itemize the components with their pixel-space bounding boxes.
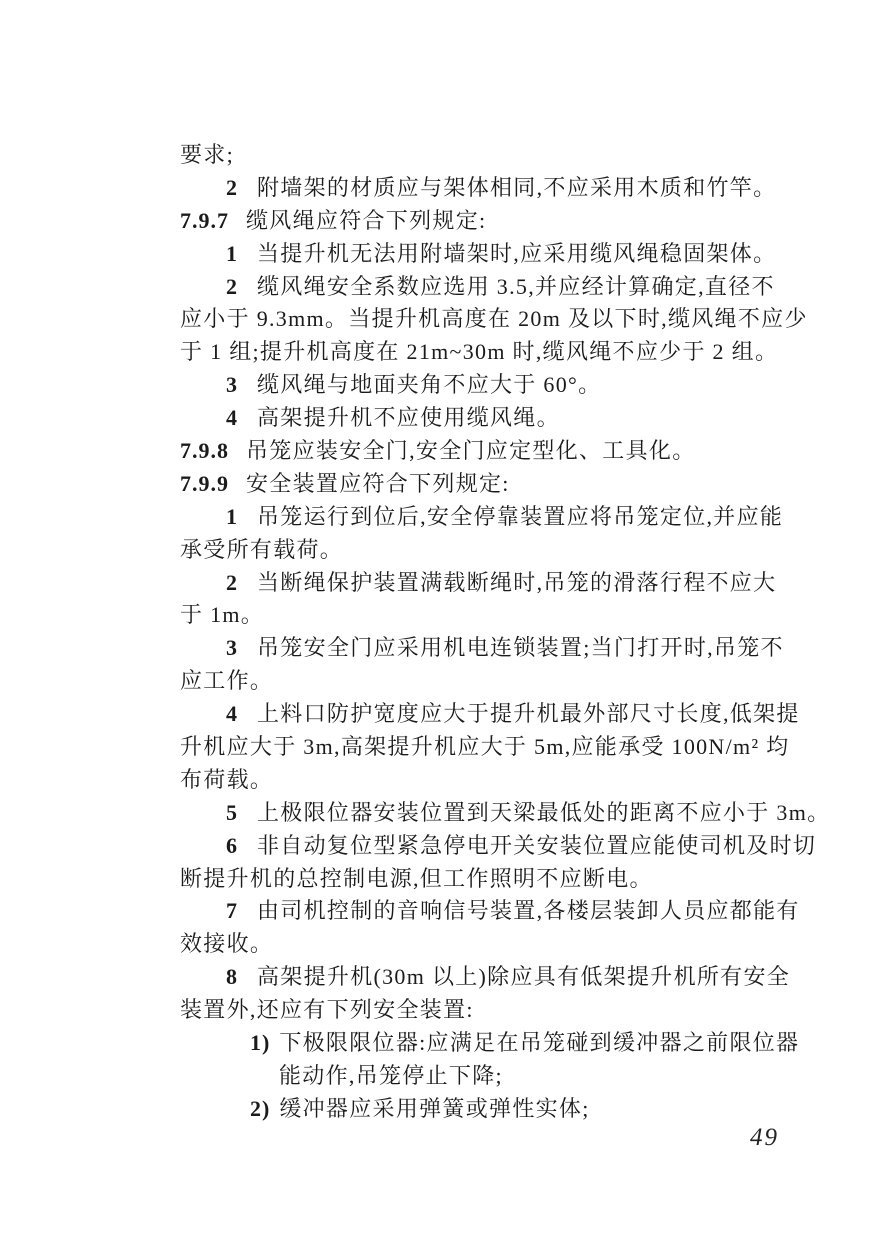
text-line (180, 172, 810, 205)
text-line (180, 928, 810, 961)
line-text: 要求; (180, 142, 235, 167)
text-content (180, 139, 831, 1126)
line-text: 高架提升机不应使用缆风绳。 (257, 405, 560, 431)
text-line (180, 435, 810, 468)
line-text: 下极限限位器:应满足在吊笼碰到缓冲器之前限位器 (279, 1030, 800, 1056)
text-line (180, 994, 810, 1027)
line-text: 断提升机的总控制电源,但工作照明不应断电。 (180, 865, 653, 891)
line-text: 能动作,吊笼停止下降; (279, 1062, 503, 1088)
line-text: 吊笼应装安全门,安全门应定型化、工具化。 (246, 438, 696, 464)
text-line (180, 698, 810, 731)
text-line (180, 303, 810, 336)
text-line (180, 863, 810, 896)
text-line (180, 830, 817, 863)
text-line (180, 534, 810, 567)
text-line (180, 961, 810, 994)
line-text: 当提升机无法用附墙架时,应采用缆风绳稳固架体。 (257, 240, 777, 266)
text-line (180, 731, 810, 764)
line-text: 上料口防护宽度应大于提升机最外部尺寸长度,低架提 (257, 701, 800, 727)
line-text: 安全装置应符合下列规定: (246, 470, 510, 496)
item-number: 5 (226, 799, 238, 825)
item-number: 7 (226, 898, 238, 924)
line-text: 缆风绳应符合下列规定: (246, 207, 487, 233)
text-line (180, 402, 810, 435)
item-number: 4 (226, 701, 238, 727)
page-number: 49 (750, 1124, 779, 1151)
text-line (180, 1027, 810, 1060)
text-line (180, 501, 810, 534)
item-number: 3 (226, 372, 238, 398)
item-number: 1 (226, 240, 238, 266)
item-number: 1) (250, 1030, 271, 1056)
text-line (180, 665, 810, 698)
text-line (180, 468, 810, 501)
text-line (180, 567, 810, 600)
clause-number: 7.9.7 (180, 207, 229, 233)
text-line (180, 632, 810, 665)
text-line (180, 369, 810, 402)
line-text: 于 1 组;提升机高度在 21m~30m 时,缆风绳不应少于 2 组。 (180, 339, 779, 365)
item-number: 8 (226, 964, 238, 990)
item-number: 1 (226, 503, 238, 529)
line-text: 应小于 9.3mm。当提升机高度在 20m 及以下时,缆风绳不应少 (180, 306, 808, 332)
item-number: 2 (226, 273, 238, 299)
text-line (180, 139, 810, 172)
text-line (180, 1093, 810, 1126)
text-line (180, 336, 810, 369)
line-text: 吊笼运行到位后,安全停靠装置应将吊笼定位,并应能 (257, 503, 784, 529)
line-text: 非自动复位型紧急停电开关安装位置应能使司机及时切 (257, 832, 817, 858)
line-text: 附墙架的材质应与架体相同,不应采用木质和竹竿。 (257, 174, 777, 200)
line-text: 应工作。 (180, 668, 274, 694)
item-number: 6 (226, 832, 238, 858)
clause-number: 7.9.9 (180, 470, 229, 496)
line-text: 升机应大于 3m,高架提升机应大于 5m,应能承受 100N/m² 均 (180, 734, 790, 760)
line-text: 吊笼安全门应采用机电连锁装置;当门打开时,吊笼不 (257, 635, 784, 661)
line-text: 由司机控制的音响信号装置,各楼层装卸人员应都能有 (257, 898, 800, 924)
item-number: 2) (250, 1095, 271, 1121)
line-text: 布荷载。 (180, 766, 274, 792)
item-number: 2 (226, 174, 238, 200)
text-line (180, 764, 810, 797)
item-number: 4 (226, 405, 238, 431)
text-line (180, 895, 810, 928)
text-line (180, 271, 810, 304)
line-text: 缆风绳与地面夹角不应大于 60°。 (257, 372, 602, 398)
line-text: 效接收。 (180, 931, 274, 957)
line-text: 承受所有载荷。 (180, 536, 344, 562)
text-line (180, 1060, 810, 1093)
item-number: 3 (226, 635, 238, 661)
line-text: 上极限位器安装位置到天梁最低处的距离不应小于 3m。 (257, 799, 831, 825)
line-text: 缓冲器应采用弹簧或弹性实体; (279, 1095, 590, 1121)
line-text: 高架提升机(30m 以上)除应具有低架提升机所有安全 (257, 964, 791, 990)
line-text: 装置外,还应有下列安全装置: (180, 997, 474, 1023)
text-line (180, 205, 810, 238)
text-line (180, 599, 810, 632)
line-text: 缆风绳安全系数应选用 3.5,并应经计算确定,直径不 (257, 273, 775, 299)
line-text: 当断绳保护装置满载断绳时,吊笼的滑落行程不应大 (257, 569, 777, 595)
clause-number: 7.9.8 (180, 438, 229, 464)
line-text: 于 1m。 (180, 602, 265, 628)
text-line (180, 238, 810, 271)
text-line (180, 797, 831, 830)
item-number: 2 (226, 569, 238, 595)
